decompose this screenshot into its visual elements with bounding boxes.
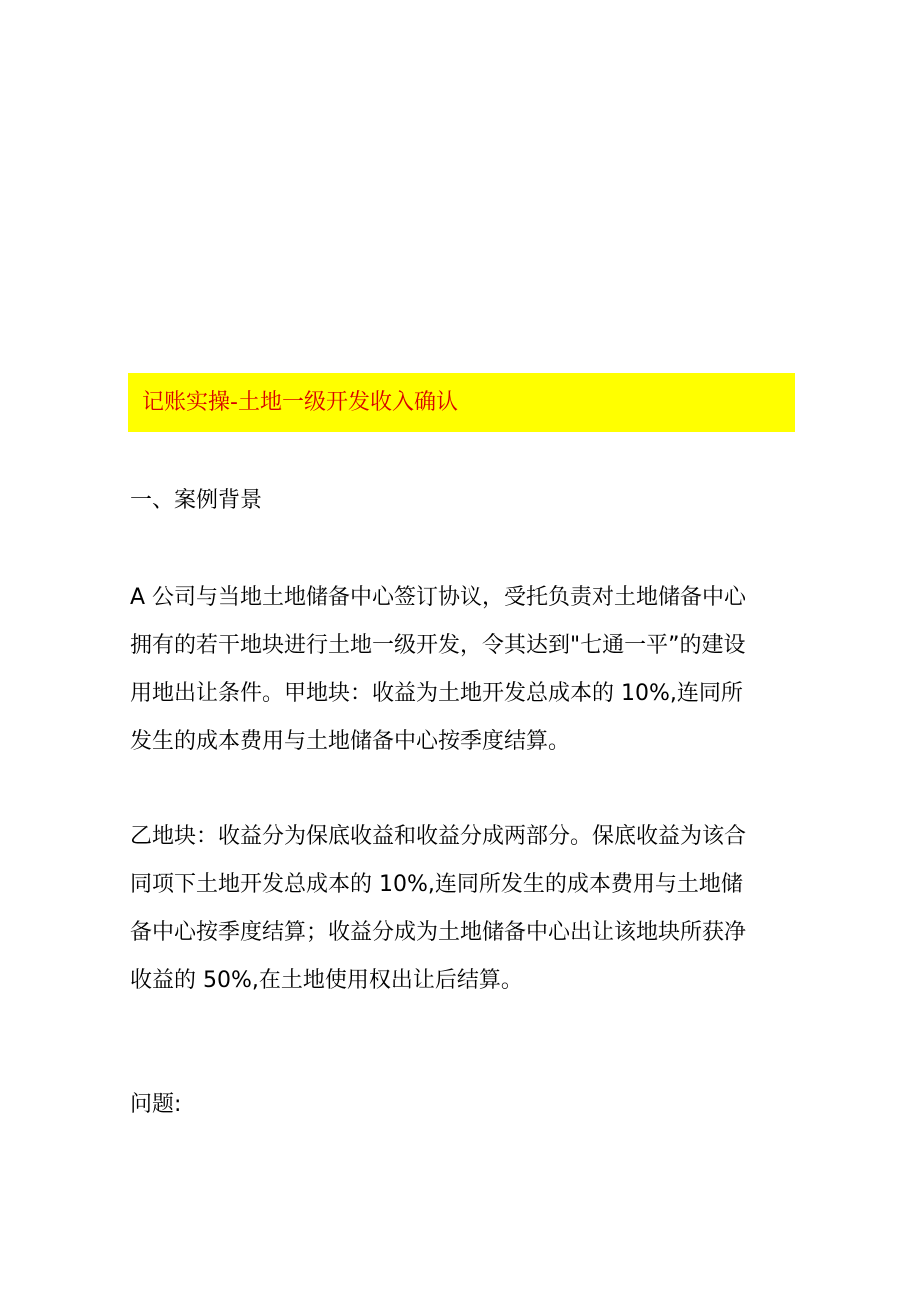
paragraph-line: 发生的成本费用与土地储备中心按季度结算。 [130, 729, 571, 754]
paragraph-plot-b [130, 813, 800, 1005]
question-label: 问题: [130, 1092, 182, 1117]
paragraph-line: 同项下土地开发总成本的 10%,连同所发生的成本费用与土地储 [130, 872, 743, 897]
paragraph-case-intro [130, 574, 800, 766]
paragraph-line: 用地出让条件。甲地块：收益为土地开发总成本的 10%,连同所 [130, 681, 743, 706]
paragraph-line: 备中心按季度结算；收益分成为土地储备中心出让该地块所获净 [130, 920, 747, 945]
paragraph-line: 拥有的若干地块进行土地一级开发，令其达到"七通一平”的建设 [130, 633, 746, 658]
document-title: 记账实操-土地一级开发收入确认 [142, 390, 458, 415]
section-heading: 一、案例背景 [130, 488, 263, 513]
title-banner [128, 373, 795, 432]
paragraph-line: A 公司与当地土地储备中心签订协议，受托负责对土地储备中心 [130, 585, 747, 610]
paragraph-line: 收益的 50%,在土地使用权出让后结算。 [130, 968, 523, 993]
paragraph-line: 乙地块：收益分为保底收益和收益分成两部分。保底收益为该合 [130, 824, 747, 849]
